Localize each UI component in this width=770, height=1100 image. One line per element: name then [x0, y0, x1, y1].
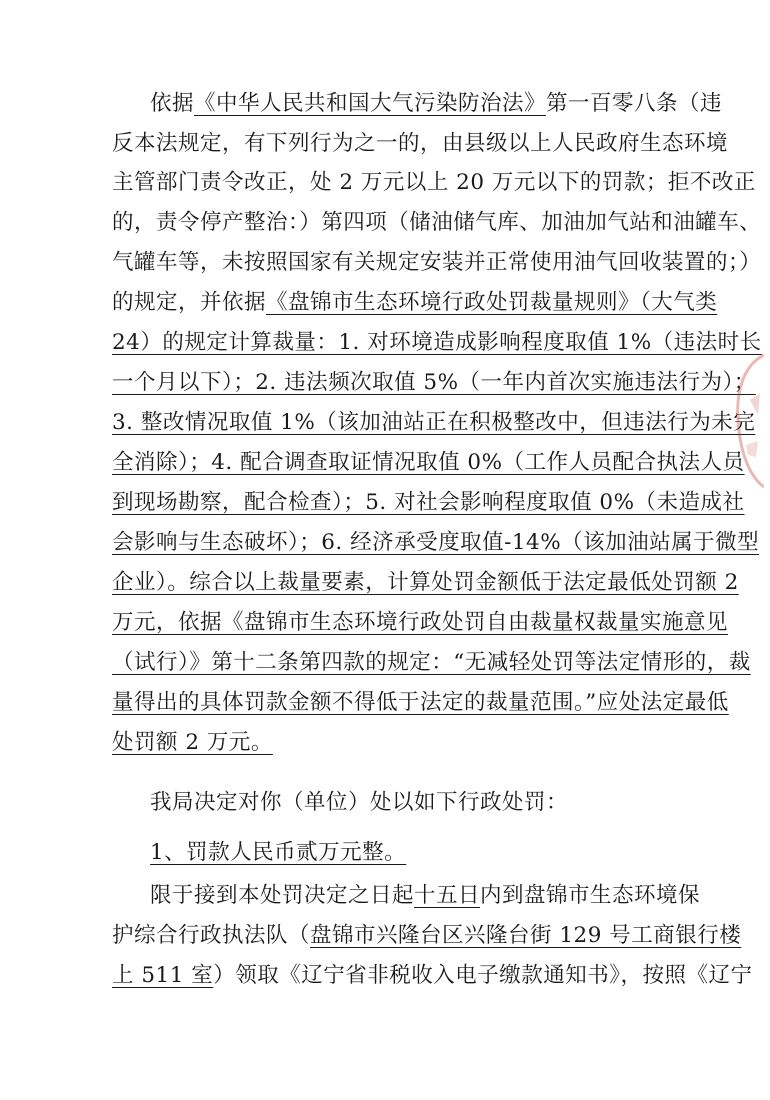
- text-line: 反本法规定，有下列行为之一的，由县级以上人民政府生态环境: [112, 131, 729, 156]
- partial-seal-stamp: [730, 345, 764, 495]
- text-line: （试行）》第十二条第四款的规定：“无减轻处罚等法定情形的，裁: [112, 650, 751, 675]
- text-line: 24）的规定计算裁量：1. 对环境造成影响程度取值 1%（违法时长: [112, 330, 762, 355]
- address: 上 511 室: [112, 963, 214, 988]
- text-line: 企业）。综合以上裁量要素，计算处罚金额低于法定最低处罚额 2: [112, 570, 739, 595]
- law-title: 《中华人民共和国大气污染防治法》: [194, 91, 547, 116]
- text-line: 万元，依据《盘锦市生态环境行政处罚自由裁量权裁量实施意见: [112, 610, 729, 635]
- penalty-item: 1、罚款人民币贰万元整。: [150, 840, 407, 865]
- text-line: 主管部门责令改正，处 2 万元以上 20 万元以下的罚款；拒不改正: [112, 170, 756, 195]
- text-run: 依据: [150, 91, 195, 116]
- text-line: 到现场勘察，配合检查）；5. 对社会影响程度取值 0%（未造成社: [112, 490, 745, 515]
- text-line: 气罐车等，未按照国家有关规定安装并正常使用油气回收装置的；）: [112, 250, 762, 275]
- address: 盘锦市兴隆台区兴隆台街 129 号工商银行楼: [310, 923, 742, 948]
- text-line: [112, 925, 741, 947]
- text-run: ）领取《辽宁省非税收入电子缴款通知书》，按照《辽宁: [213, 963, 753, 988]
- text-line: 的，责令停产整治：）第四项（储油储气库、加油加气站和油罐车、: [112, 210, 762, 235]
- text-line: 一个月以下）；2. 违法频次取值 5%（一年内首次实施违法行为）；: [112, 370, 756, 395]
- decision-line: 我局决定对你（单位）处以如下行政处罚：: [150, 790, 569, 815]
- text-line: [112, 292, 717, 314]
- text-line: 量得出的具体罚款金额不得低于法定的裁量范围。”应处法定最低: [112, 690, 729, 715]
- text-run: 内到盘锦市生态环境保: [480, 883, 701, 908]
- text-line: [150, 93, 722, 115]
- text-line: 会影响与生态破坏）；6. 经济承受度取值-14%（该加油站属于微型: [112, 530, 760, 555]
- text-run: 的规定，并依据: [112, 290, 267, 315]
- text-line: 全消除）；4. 配合调查取证情况取值 0%（工作人员配合执法人员: [112, 450, 745, 475]
- deadline: 十五日: [414, 883, 481, 908]
- text-line: [150, 885, 700, 907]
- text-line: 处罚额 2 万元。: [112, 730, 273, 755]
- text-run: 限于接到本处罚决定之日起: [150, 883, 415, 908]
- text-run: 第一百零八条（违: [546, 91, 723, 116]
- text-line: 3. 整改情况取值 1%（该加油站正在积极整改中，但违法行为未完: [112, 410, 756, 435]
- text-line: [112, 965, 752, 987]
- text-run: 护综合行政执法队（: [112, 923, 311, 948]
- rule-title: 《盘锦市生态环境行政处罚裁量规则》（大气类: [266, 290, 718, 315]
